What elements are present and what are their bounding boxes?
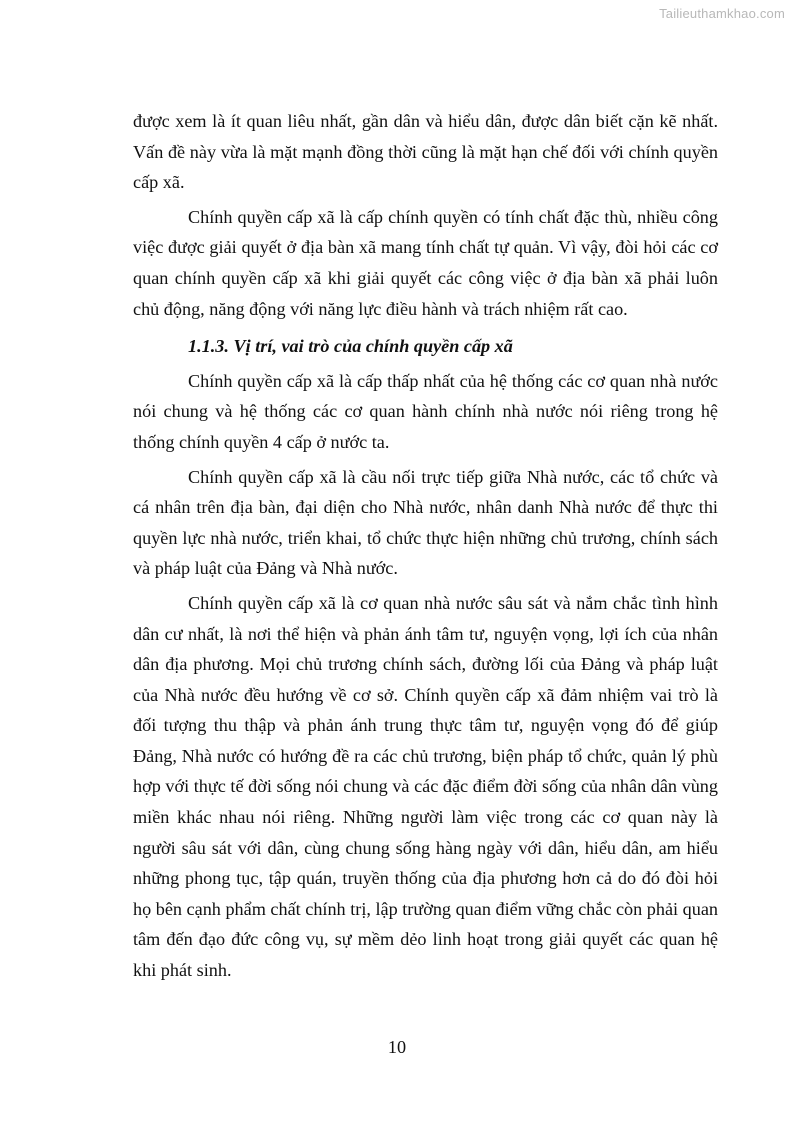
- paragraph-close-to-people: Chính quyền cấp xã là cơ quan nhà nước sâu sát và nắm chắc tình hình dân cư nhất, là nơi thể hiện và phản ánh tâm tư, nguyện vọng, lợi ích của nhân dân địa phương. Mọi chủ trương chính sách, đường lối của Đảng và pháp luật của Nhà nước đều hướng về cơ sở. Chính quyền cấp xã đảm nhiệm vai trò là đối tượng thu thập và phản ánh trung thực tâm tư, nguyện vọng đó để giúp Đảng, Nhà nước có hướng đề ra các chủ trương, biện pháp tổ chức, quản lý phù hợp với thực tế đời sống nói chung và các đặc điểm đời sống của nhân dân vùng miền khác nhau nói riêng. Những người làm việc trong các cơ quan này là người sâu sát với dân, cùng chung sống hàng ngày với dân, hiểu dân, am hiểu những phong tục, tập quán, truyền thống của địa phương hơn cả do đó đòi hỏi họ bên cạnh phẩm chất chính trị, lập trường quan điểm vững chắc còn phải quan tâm đến đạo đức công vụ, sự mềm dẻo linh hoạt trong giải quyết các quan hệ khi phát sinh.: [133, 592, 718, 981]
- paragraph-lowest-level: Chính quyền cấp xã là cấp thấp nhất của hệ thống các cơ quan nhà nước nói chung và hệ thống các cơ quan hành chính nhà nước nói riêng trong hệ thống chính quyền 4 cấp ở nước ta.: [133, 370, 718, 452]
- paragraph-continuation: được xem là ít quan liêu nhất, gần dân và hiểu dân, được dân biết cặn kẽ nhất. Vấn đề này vừa là mặt mạnh đồng thời cũng là mặt hạn chế đối với chính quyền cấp xã.: [133, 111, 718, 193]
- document-body: [133, 106, 718, 986]
- paragraph-special-nature: Chính quyền cấp xã là cấp chính quyền có tính chất đặc thù, nhiều công việc được giải quyết ở địa bàn xã mang tính chất tự quản. Vì vậy, đòi hỏi các cơ quan chính quyền cấp xã khi giải quyết các công việc ở địa bàn xã phải luôn chủ động, năng động với năng lực điều hành và trách nhiệm rất cao.: [133, 206, 718, 319]
- section-heading: 1.1.3. Vị trí, vai trò của chính quyền cấp xã: [188, 336, 513, 357]
- watermark: Tailieuthamkhao.com: [659, 6, 785, 21]
- paragraph-bridge: Chính quyền cấp xã là cầu nối trực tiếp giữa Nhà nước, các tổ chức và cá nhân trên địa bàn, đại diện cho Nhà nước, nhân danh Nhà nước để thực thi quyền lực nhà nước, triển khai, tổ chức thực hiện những chủ trương, chính sách và pháp luật của Đảng và Nhà nước.: [133, 466, 718, 579]
- page-number: 10: [387, 1037, 407, 1057]
